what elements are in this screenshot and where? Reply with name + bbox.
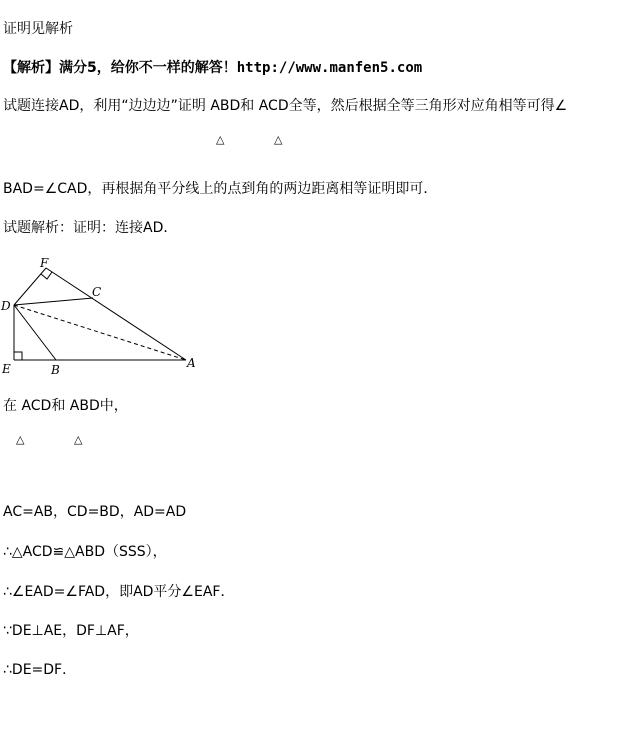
segment-DC: [14, 298, 93, 305]
label-D: D: [1, 299, 11, 313]
label-F: F: [40, 256, 49, 270]
triangle-mark: △: [74, 433, 83, 446]
segment-DF: [14, 268, 46, 305]
in-triangles-line: 在 ACD和 ABD中，: [3, 398, 128, 414]
label-A: A: [187, 356, 196, 370]
label-C: C: [92, 285, 102, 299]
segment-DA-dashed: [14, 305, 186, 360]
analysis-line-1: 试题连接AD，利用“边边边”证明 ABD和 ACD全等，然后根据全等三角形对应角相等可得∠: [3, 98, 568, 114]
analysis-header: [3, 59, 422, 77]
label-B: B: [51, 363, 60, 375]
triangle-mark: △: [16, 433, 25, 446]
step-angle-bisector: ∴∠EAD=∠FAD，即AD平分∠EAF．: [3, 584, 235, 600]
right-angle-mark-F: [41, 272, 52, 279]
step-perpendicular: ∵DE⊥AE，DF⊥AF，: [3, 623, 139, 639]
triangle-mark: △: [274, 133, 283, 146]
analysis-header-url: http://www.manfen5.com: [236, 60, 423, 76]
triangle-mark: △: [216, 133, 225, 146]
right-angle-mark-E: [14, 352, 22, 360]
answer-line: 证明见解析: [3, 21, 73, 37]
geometry-figure: [0, 255, 200, 375]
step-congruent: ∴△ACD≌△ABD（SSS），: [3, 544, 167, 560]
conditions-line: AC=AB，CD=BD，AD=AD: [3, 504, 187, 520]
solution-intro: 试题解析：证明：连接AD．: [3, 220, 178, 236]
step-conclusion: ∴DE=DF．: [3, 662, 77, 678]
segment-FA: [46, 268, 186, 360]
label-E: E: [2, 362, 11, 375]
analysis-line-2: BAD=∠CAD，再根据角平分线上的点到角的两边距离相等证明即可．: [3, 181, 438, 197]
analysis-header-label: 【解析】满分5，给你不一样的解答！: [3, 60, 237, 76]
